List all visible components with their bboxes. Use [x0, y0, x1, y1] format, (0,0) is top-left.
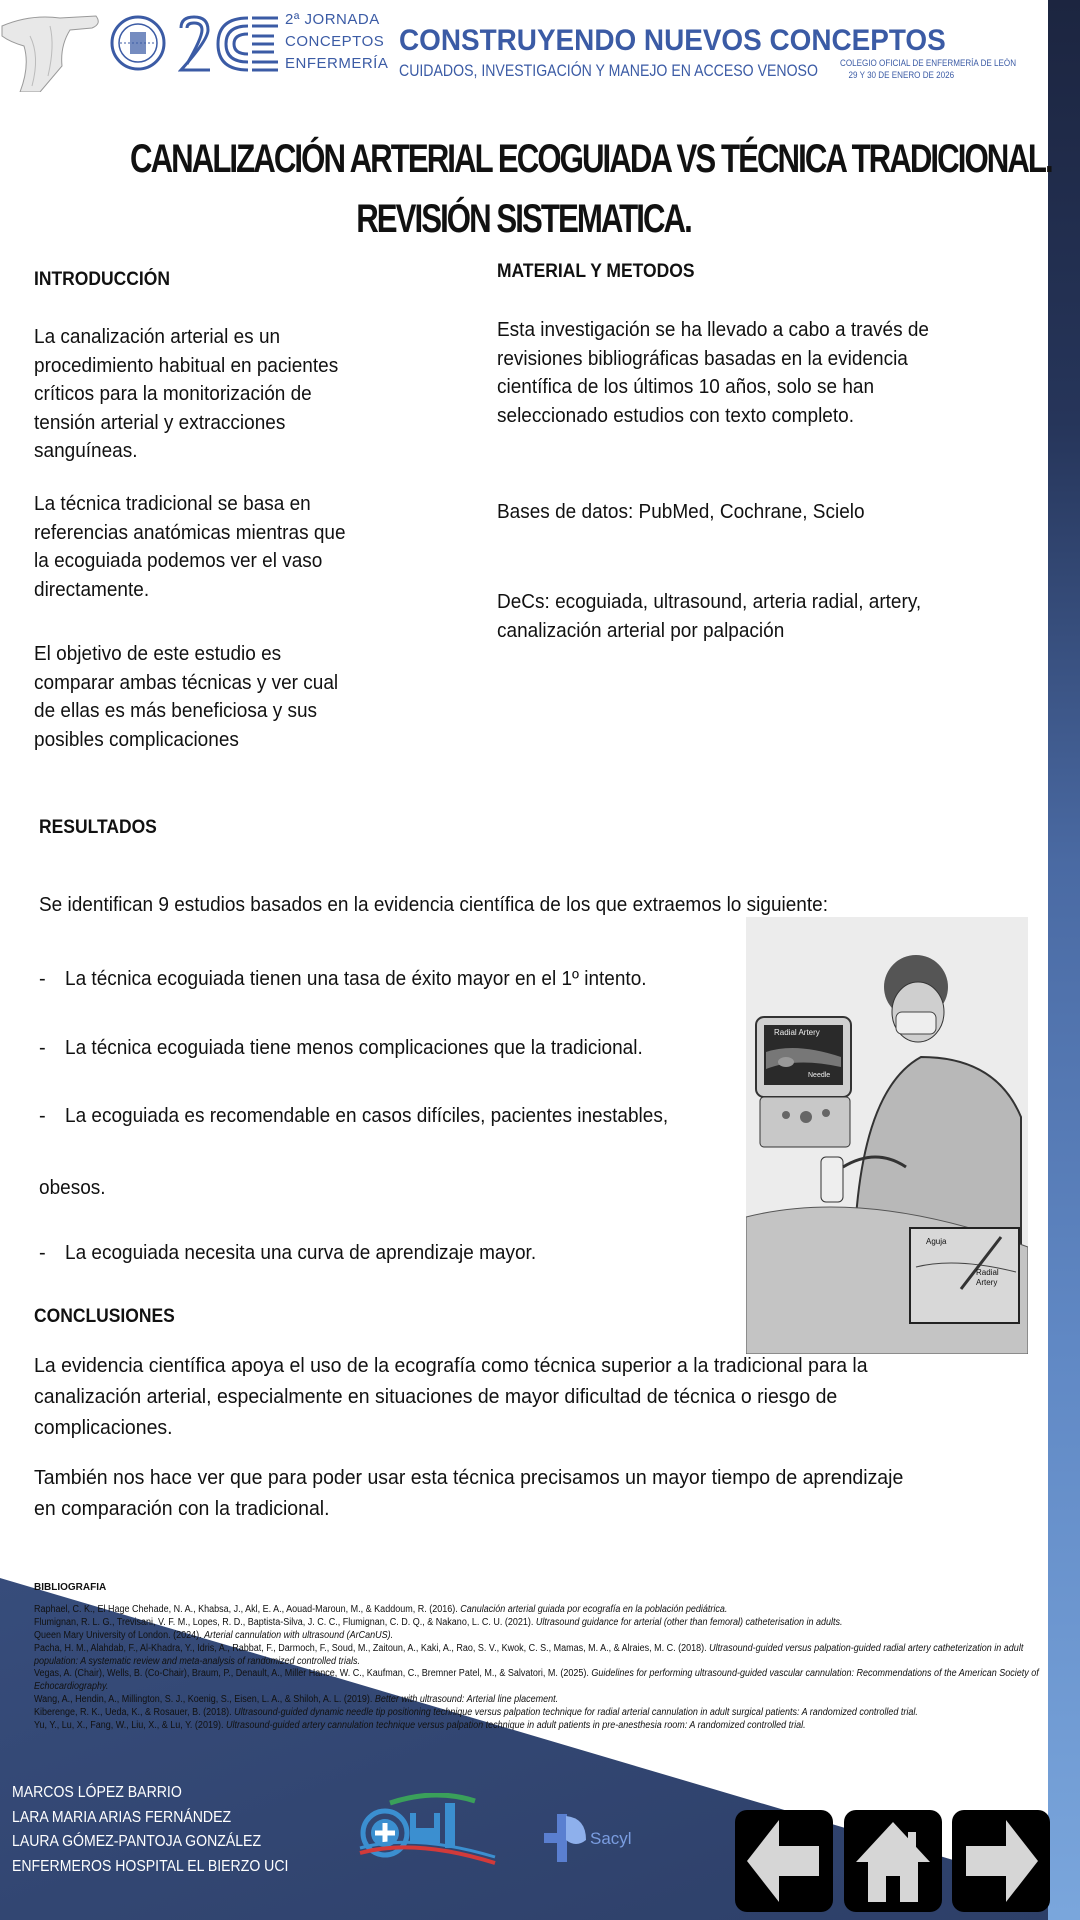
text-line: posibles complicaciones — [34, 728, 239, 751]
text-line: seleccionado estudios con texto completo. — [497, 404, 854, 427]
bullet-text: La técnica ecoguiada tiene menos complicaciones que la tradicional. — [65, 1037, 643, 1059]
reference-authors: Flumignan, R. L. G., Trevisani, V. F. M., Lopes, R. D., Baptista-Silva, J. C. C., Flumignan, C. D. Q., & Nakano, L. C. U. (2021). — [34, 1616, 536, 1628]
conclusions-paragraph — [34, 1350, 949, 1443]
event-dates: 29 Y 30 DE ENERO DE 2026 — [848, 70, 955, 81]
monitor-label: Needle — [808, 1072, 831, 1079]
conclusions-body — [34, 1350, 949, 1543]
text-line: de ellas es más beneficiosa y sus — [34, 700, 318, 722]
bullet-marker: - — [39, 1105, 46, 1127]
ultrasound-cannulation-illustration — [746, 917, 1028, 1354]
reference-item — [34, 1694, 1042, 1707]
jornada-label — [285, 9, 388, 75]
reference-item — [34, 1668, 1042, 1694]
text-line: También nos hace ver que para poder usar esta técnica precisamos un mayor tiempo de aprendizaje — [34, 1466, 904, 1489]
intro-heading: INTRODUCCIÓN — [34, 269, 170, 290]
author-name: LAURA GÓMEZ-PANTOJA GONZÁLEZ — [12, 1833, 262, 1850]
text-line: en comparación con la tradicional. — [34, 1497, 330, 1520]
results-heading: RESULTADOS — [39, 817, 157, 838]
text-line: La técnica tradicional se basa en — [34, 493, 311, 515]
title-text: CANALIZACIÓN ARTERIAL ECOGUIADA VS TÉCNICA TRADICIONAL. — [129, 137, 1052, 181]
conclusions-heading: CONCLUSIONES — [34, 1306, 175, 1327]
text-line: canalización arterial por palpación — [497, 619, 785, 642]
bullet-continuation — [39, 1174, 109, 1203]
2ce-logo — [178, 14, 280, 74]
author-name: MARCOS LÓPEZ BARRIO — [12, 1784, 182, 1801]
text-line: La evidencia científica apoya el uso de la ecografía como técnica superior a la tradicional para la — [34, 1354, 868, 1377]
continuation-text: obesos. — [39, 1177, 106, 1199]
text-line: complicaciones. — [34, 1416, 173, 1439]
arrow-left-icon — [735, 1810, 833, 1912]
home-icon — [844, 1810, 942, 1912]
arrow-right-icon — [952, 1810, 1050, 1912]
colegio-name: COLEGIO OFICIAL DE ENFERMERÍA DE LEÓN — [840, 58, 1017, 69]
previous-slide-button[interactable] — [735, 1810, 833, 1912]
reference-item — [34, 1720, 1042, 1733]
reference-authors: Vegas, A. (Chair), Wells, B. (Co-Chair), Braum, P., Denault, A., Miller Hance, W. C., Kaufman, C., Bremner Patel, M., & Salvatori, M. (2025). — [34, 1668, 592, 1680]
author-name: LARA MARIA ARIAS FERNÁNDEZ — [12, 1808, 232, 1826]
text-line: DeCs: ecoguiada, ultrasound, arteria radial, artery, — [497, 591, 922, 613]
text-line: sanguíneas. — [34, 440, 138, 462]
inset-label: Aguja — [926, 1237, 947, 1246]
text-line: El objetivo de este estudio es — [34, 643, 282, 665]
reference-item — [34, 1617, 1042, 1630]
reference-title: Ultrasound-guided artery cannulation technique versus palpation technique in adult patients in pre-anesthesia room: A randomized controlled trial. — [225, 1720, 806, 1732]
results-intro-text: Se identifican 9 estudios basados en la evidencia científica de los que extraemos lo siguiente: — [39, 894, 829, 916]
event-subtitle: CUIDADOS, INVESTIGACIÓN Y MANEJO EN ACCESO VENOSO — [399, 61, 818, 80]
reference-item — [34, 1630, 1042, 1643]
title-text: REVISIÓN SISTEMATICA. — [356, 197, 692, 241]
text-line: la ecoguiada podemos ver el vaso — [34, 550, 323, 572]
colegio-seal-logo — [110, 15, 166, 71]
reference-authors: Pacha, H. M., Alahdab, F., Al-Khadra, Y., Idris, A., Rabbat, F., Darmoch, F., Soud, M., Zaitoun, A., Kaki, A., Rao, S. V., Kwok, C. S., Mamas, M. A., & Alraies, M. C. (2018). — [34, 1642, 710, 1654]
methods-databases — [497, 498, 884, 527]
reference-title: Canulación arterial guiada por ecografía en la población pediátrica. — [460, 1603, 728, 1615]
jornada-line: 2ª JORNADA — [285, 11, 380, 28]
reference-title: Ultrasound-guided versus palpation-guided radial artery catheterization in adult population: A systematic review and meta-analysis of randomized controlled trials. — [34, 1642, 1024, 1667]
intro-paragraph — [34, 640, 354, 754]
bullet-marker: - — [39, 968, 46, 990]
text-line: Esta investigación se ha llevado a cabo a través de — [497, 319, 929, 341]
bullet-text: La ecoguiada es recomendable en casos difíciles, pacientes inestables, — [65, 1105, 669, 1127]
intro-paragraph — [34, 323, 354, 466]
side-stripe — [1048, 0, 1080, 1920]
text-line: tensión arterial y extracciones — [34, 411, 286, 434]
reference-title: Ultrasound-guided dynamic needle tip positioning technique versus palpation technique for radial arterial cannulation in adult surgical patients: A randomized controlled trial. — [234, 1707, 918, 1719]
home-button[interactable] — [844, 1810, 942, 1912]
reference-authors: Yu, Y., Lu, X., Fang, W., Liu, X., & Lu, Y. (2019). — [34, 1720, 226, 1732]
reference-title: Better with ultrasound: Arterial line placement. — [374, 1694, 559, 1706]
reference-authors: Wang, A., Hendin, A., Millington, S. J., Koenig, S., Eisen, L. A., & Shiloh, A. L. (2019). — [34, 1694, 375, 1706]
text-line: canalización arterial, especialmente en situaciones de mayor dificultad de técnica o riesgo de — [34, 1385, 838, 1408]
reference-list — [34, 1604, 1044, 1733]
sacyl-text: Sacyl — [590, 1829, 632, 1848]
event-title: CONSTRUYENDO NUEVOS CONCEPTOS — [399, 24, 946, 57]
sacyl-logo — [540, 1812, 650, 1864]
reference-authors: Kiberenge, R. K., Ueda, K., & Rosauer, B. (2018). — [34, 1707, 235, 1719]
monitor-label: Radial Artery — [774, 1028, 820, 1037]
author-affiliation: ENFERMEROS HOSPITAL EL BIERZO UCI — [12, 1857, 289, 1875]
results-intro — [39, 891, 870, 920]
methods-paragraph — [497, 316, 952, 430]
inset-label: Artery — [976, 1278, 998, 1287]
text-line: procedimiento habitual en pacientes — [34, 354, 339, 377]
text-line: directamente. — [34, 578, 150, 601]
jornada-line: ENFERMERÍA — [285, 55, 389, 72]
reference-title: Guidelines for performing ultrasound-guided vascular cannulation: Recommendations of the American Society of Echocardiography. — [34, 1668, 1039, 1693]
bullet-text: La ecoguiada necesita una curva de aprendizaje mayor. — [65, 1242, 537, 1264]
jornada-line: CONCEPTOS — [285, 33, 385, 50]
bullet-text: La técnica ecoguiada tienen una tasa de éxito mayor en el 1º intento. — [65, 968, 647, 990]
text-line: científica de los últimos 10 años, solo se han — [497, 376, 875, 398]
bibliography-heading: BIBLIOGRAFIA — [34, 1582, 107, 1593]
text-line: Bases de datos: PubMed, Cochrane, Scielo — [497, 501, 865, 523]
intro-paragraph — [34, 490, 362, 604]
text-line: referencias anatómicas mientras que — [34, 521, 346, 544]
methods-decs — [497, 588, 944, 645]
text-line: críticos para la monitorización de — [34, 383, 312, 405]
methods-heading: MATERIAL Y METODOS — [497, 261, 695, 282]
conclusions-paragraph — [34, 1462, 949, 1524]
poster-title-line-1 — [0, 137, 1052, 182]
text-line: La canalización arterial es un — [34, 326, 281, 348]
reference-title: Arterial cannulation with ultrasound (ArCanUS). — [204, 1629, 394, 1641]
hand-sketch-logo — [0, 6, 104, 92]
reference-authors: Queen Mary University of London. (2024). — [34, 1629, 205, 1641]
event-organizer — [840, 58, 1016, 82]
authors-block — [12, 1781, 326, 1879]
hospital-bierzo-logo — [355, 1793, 505, 1875]
bibliography — [34, 1582, 1044, 1733]
reference-item — [34, 1604, 1042, 1617]
reference-authors: Raphael, C. K., El Hage Chehade, N. A., Khabsa, J., Akl, E. A., Aouad-Maroun, M., & Kaddoum, R. (2016). — [34, 1603, 461, 1615]
bullet-marker: - — [39, 1037, 46, 1059]
reference-item — [34, 1707, 1042, 1720]
text-line: revisiones bibliográficas basadas en la evidencia — [497, 347, 908, 370]
next-slide-button[interactable] — [952, 1810, 1050, 1912]
poster-title-line-2 — [0, 197, 1048, 242]
inset-label: Radial — [976, 1268, 999, 1277]
bullet-marker: - — [39, 1242, 46, 1264]
reference-item — [34, 1643, 1042, 1669]
text-line: comparar ambas técnicas y ver cual — [34, 671, 339, 694]
reference-title: Ultrasound guidance for arterial (other than femoral) catheterisation in adults. — [535, 1616, 843, 1628]
